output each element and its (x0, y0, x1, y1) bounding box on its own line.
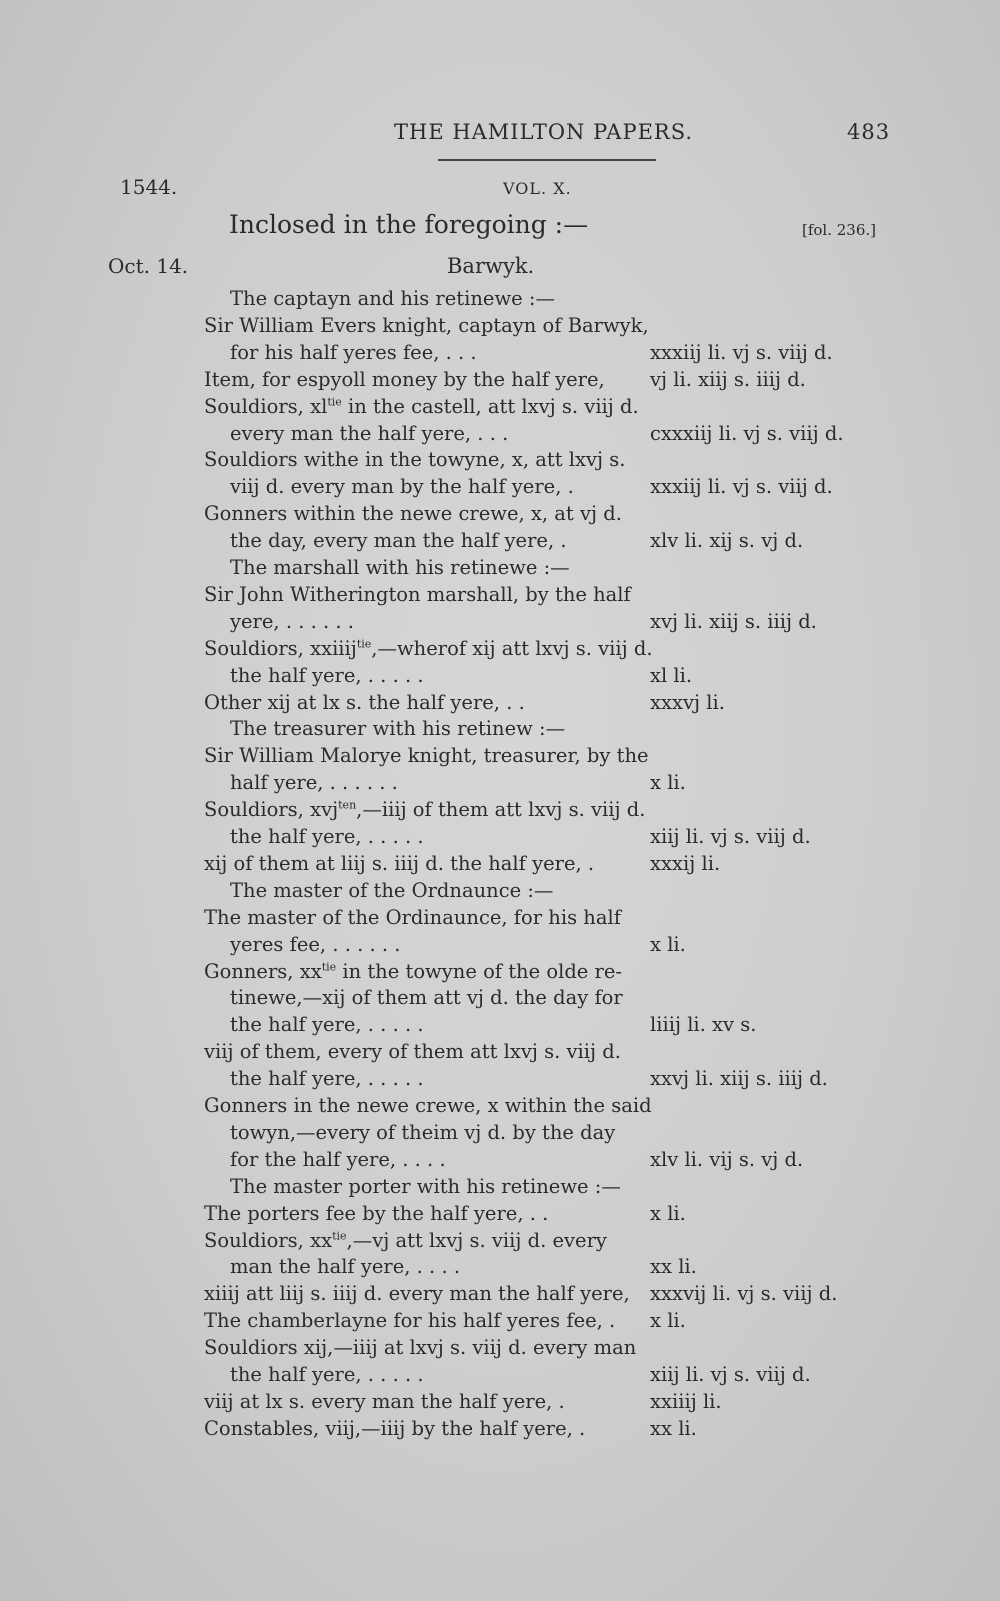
entry-text: Gonners within the newe crewe, x, at vj d. (204, 502, 622, 526)
entry-line (0, 1121, 1000, 1148)
entry-text: Constables, viij,—iiij by the half yere, . (204, 1416, 586, 1440)
entry-line (0, 610, 1000, 637)
enclosure-heading: Inclosed in the foregoing :— (229, 210, 589, 239)
entry-amount: xlv li. vij s. vj d. (650, 1147, 804, 1171)
entry-superscript: ten (338, 798, 357, 812)
entry-text: The chamberlayne for his half yeres fee, . (204, 1309, 616, 1333)
entry-line (0, 422, 1000, 449)
entry-amount: xxiiij li. (650, 1389, 722, 1413)
entry-text: the half yere, . . . . . (230, 1067, 424, 1091)
running-title: THE HAMILTON PAPERS. (394, 120, 694, 144)
entry-line (0, 825, 1000, 852)
entry-text: the half yere, . . . . . (230, 1013, 424, 1037)
entry-superscript: tie (321, 960, 337, 973)
entry-line (0, 1363, 1000, 1390)
entry-line (0, 933, 1000, 960)
entry-amount: vj li. xiij s. iiij d. (650, 367, 806, 391)
entry-text: The master of the Ordinaunce, for his half (204, 905, 621, 929)
entry-text: The master of the Ordnaunce :— (230, 878, 554, 902)
entry-line (0, 771, 1000, 798)
entry-text: The master porter with his retinewe :— (230, 1174, 621, 1198)
entry-line (0, 852, 1000, 879)
entry-text: Gonners, $xx^{tie}$ in the towyne of the olde re- (204, 959, 623, 983)
entry-line (0, 1336, 1000, 1363)
entry-superscript: tie (327, 395, 342, 409)
entry-line (0, 879, 1000, 906)
entry-line (0, 556, 1000, 583)
entry-line (0, 529, 1000, 556)
entry-text: Souldiors, $xl^{tie}$ in the castell, att lxvj s. viij d. (204, 394, 639, 418)
entry-amount: xxxiij li. vj s. viij d. (650, 475, 833, 499)
entry-line (0, 691, 1000, 718)
entry-line (0, 1229, 1000, 1256)
entry-amount: xl li. (650, 663, 693, 687)
entry-text: yeres fee, . . . . . . (230, 932, 401, 956)
entry-line (0, 1390, 1000, 1417)
entry-text: The captayn and his retinewe :— (230, 287, 555, 310)
entry-amount: xxvj li. xiij s. iiij d. (650, 1067, 828, 1091)
entry-amount: x li. (650, 1201, 686, 1225)
entry-text: Souldiors, xxiiij$^{tie}$,—wherof xij att lxvj s. viij d. (204, 636, 653, 660)
entry-text: The marshall with his retinewe :— (230, 556, 570, 579)
entry-line (0, 1094, 1000, 1121)
entry-amount: xxxij li. (650, 851, 721, 875)
entry-line (0, 314, 1000, 341)
entry-text: viij at lx s. every man the half yere, . (204, 1389, 565, 1413)
folio-reference: [fol. 236.] (802, 221, 877, 239)
entry-text: Sir William Evers knight, captayn of Barwyk, (204, 313, 649, 337)
entry-line (0, 1175, 1000, 1202)
entry-amount: xx li. (650, 1416, 697, 1440)
entry-line (0, 448, 1000, 475)
entry-text: for his half yeres fee, . . . (230, 340, 477, 364)
entry-text: Souldiors, $xx^{tie},—vj$ att lxvj s. viij d. every (204, 1228, 607, 1252)
entry-text: towyn,—every of theim vj d. by the day (230, 1120, 616, 1144)
entry-text: the half yere, . . . . . (230, 663, 424, 687)
entry-text: The treasurer with his retinew :— (230, 717, 566, 741)
entry-line (0, 744, 1000, 771)
entry-line (0, 1417, 1000, 1444)
entry-amount: xiij li. vj s. viij d. (650, 825, 811, 848)
entry-amount: xxxvj li. (650, 690, 725, 714)
entry-amount: x li. (650, 1309, 686, 1333)
entry-line (0, 1202, 1000, 1229)
entry-line (0, 1282, 1000, 1309)
entry-line (0, 583, 1000, 610)
entry-line (0, 637, 1000, 664)
entry-amount: x li. (650, 771, 686, 795)
entry-text: yere, . . . . . . (230, 609, 354, 633)
entry-line (0, 395, 1000, 422)
volume-label: VOL. X. (503, 179, 572, 198)
entry-line (0, 717, 1000, 744)
entry-text: Item, for espyoll money by the half yere, (204, 367, 605, 391)
entry-amount: xxxiij li. vj s. viij d. (650, 340, 833, 364)
entry-text: tinewe,—xij of them att vj d. the day for (230, 986, 623, 1010)
entry-line (0, 986, 1000, 1013)
entry-line (0, 664, 1000, 691)
entry-amount: xlv li. xij s. vj d. (650, 529, 804, 553)
entry-line (0, 1067, 1000, 1094)
entry-text: every man the half yere, . . . (230, 421, 509, 445)
entry-line (0, 341, 1000, 368)
entry-line (0, 1255, 1000, 1282)
margin-year: 1544. (120, 175, 178, 199)
entry-line (0, 475, 1000, 502)
entry-amount: liiij li. xv s. (650, 1013, 757, 1037)
entry-text: Souldiors withe in the towyne, x, att lxvj s. (204, 448, 626, 472)
entry-text: Souldiors, xvj$^{ten}$,—iiij of them att lxvj s. viij d. (204, 798, 646, 822)
entry-amount: xx li. (650, 1255, 697, 1279)
entry-text: Sir John Witherington marshall, by the half (204, 582, 631, 606)
entry-superscript: tie (356, 637, 372, 651)
page-number: 483 (847, 120, 891, 144)
entry-text: xij of them at liij s. iiij d. the half yere, . (204, 851, 595, 875)
entry-text: The porters fee by the half yere, . . (204, 1201, 549, 1225)
entry-text: for the half yere, . . . . (230, 1147, 446, 1171)
entry-line (0, 1040, 1000, 1067)
entry-line (0, 960, 1000, 987)
entry-text: viij of them, every of them att lxvj s. viij d. (204, 1040, 621, 1064)
entry-text: viij d. every man by the half yere, . (230, 475, 574, 499)
entry-line (0, 1309, 1000, 1336)
entry-text: Souldiors xij,—iiij at lxvj s. viij d. every man (204, 1336, 637, 1360)
entry-text: the half yere, . . . . . (230, 825, 424, 848)
entry-text: Sir William Malorye knight, treasurer, by the (204, 744, 649, 768)
entry-text: Other xij at lx s. the half yere, . . (204, 690, 525, 714)
entry-amount: xiij li. vj s. viij d. (650, 1363, 811, 1386)
entry-superscript: tie (332, 1229, 347, 1242)
entry-text: man the half yere, . . . . (230, 1255, 461, 1279)
entry-line (0, 1148, 1000, 1175)
entry-line (0, 368, 1000, 395)
entry-amount: x li. (650, 932, 686, 956)
header-rule (438, 159, 656, 161)
place-heading: Barwyk. (447, 254, 535, 278)
entry-text: xiiij att liij s. iiij d. every man the half yere, (204, 1282, 630, 1306)
entry-text: half yere, . . . . . . (230, 771, 398, 795)
entry-text: Gonners in the newe crewe, x within the said (204, 1094, 652, 1117)
entry-amount: cxxxiij li. vj s. viij d. (650, 421, 844, 445)
entry-amount: xvj li. xiij s. iiij d. (650, 609, 817, 633)
entry-line (0, 798, 1000, 825)
entry-line (0, 1013, 1000, 1040)
entry-line (0, 906, 1000, 933)
entry-text: the half yere, . . . . . (230, 1363, 424, 1386)
entry-line (0, 287, 1000, 314)
entry-text: the day, every man the half yere, . (230, 529, 567, 553)
margin-date: Oct. 14. (108, 254, 189, 278)
entry-amount: xxxvij li. vj s. viij d. (650, 1282, 838, 1306)
entry-line (0, 502, 1000, 529)
